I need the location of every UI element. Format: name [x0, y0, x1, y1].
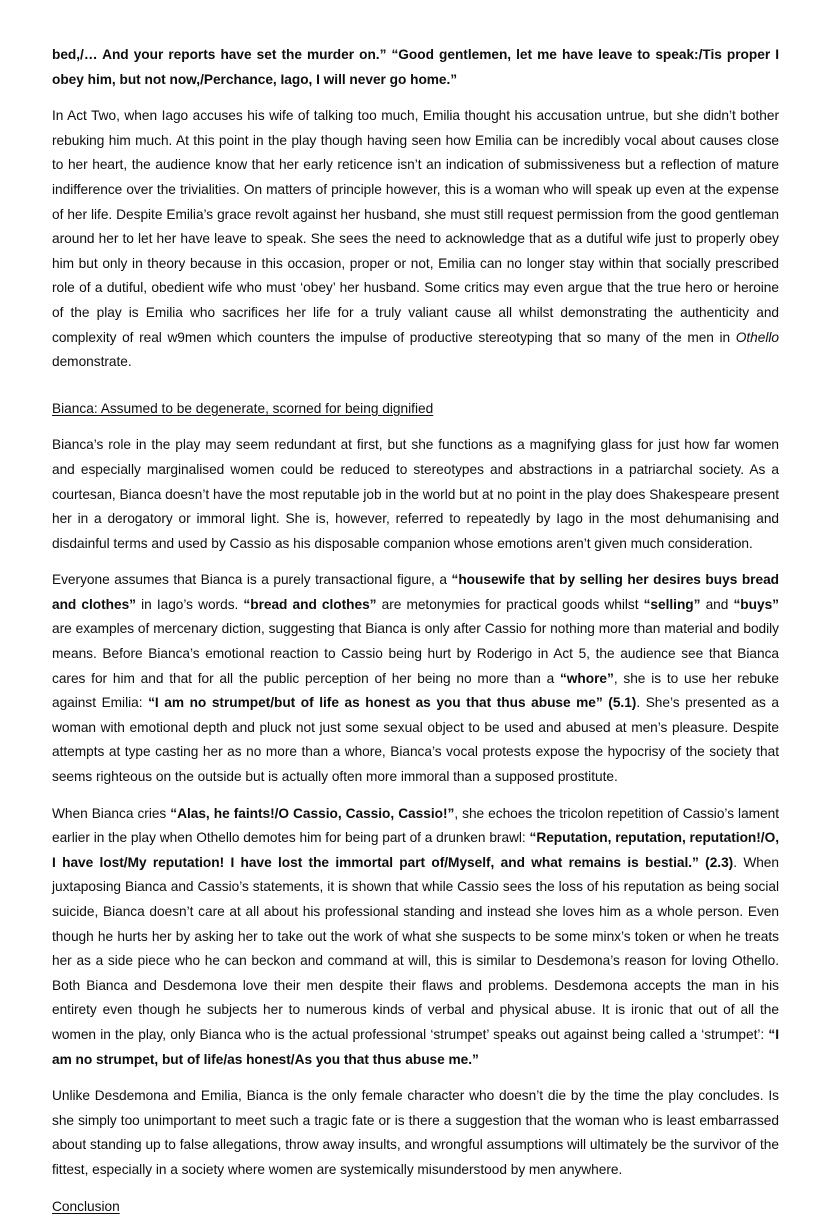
- tricolon-segment-1: When Bianca cries: [52, 805, 171, 821]
- emilia-paragraph-part-one: In Act Two, when Iago accuses his wife of talking too much, Emilia thought his accusation untrue, but she didn’t bother rebuking him much. At this point in the play though having seen how Emilia can be incredibly vocal about causes close to her heart, the audience know that her early reticence isn’t an indication of submissiveness but a reflection of mature indifference over the trivialities. On matters of principle however, this is a woman who will speak up even at the expense of her life. Despite Emilia’s grace revolt against her husband, she must still request permission from the good gentleman around her to let her have leave to speak. She sees the need to acknowledge that as a dutiful wife just to properly obey him but only in theory because in this occasion, proper or not, Emilia can no longer stay within that socially prescribed role of a dutiful, obedient wife who must ‘obey’ her husband. Some critics may even argue that the true hero or heroine of the play is Emilia who sacrifices her life for a truly valiant cause all whilst demonstrating the authenticity and complexity of real w9men which counters the impulse of productive stereotyping that so many of the men in: [52, 108, 779, 345]
- conclusion-section-heading: [52, 1195, 779, 1220]
- section-spacer: [52, 387, 779, 397]
- transactional-segment-7: . She’s presented as a woman with emotional depth and pluck not just some sexual object to be used and abused at men’s pleasure. Despite attempts at type casting her as no more than a whore, Bianca’s vocal protests expose the hypocrisy of the society that seems righteous on the outside but is actually often more immoral than a supposed prostitute.: [52, 695, 780, 785]
- quote-selling: “selling”: [643, 596, 701, 612]
- quote-whore: “whore”: [559, 670, 614, 686]
- survivor-paragraph-text: Unlike Desdemona and Emilia, Bianca is the only female character who doesn’t die by the time the play concludes. Is she simply too unimportant to meet such a tragic fate or is there a suggestion that the woman who is least embarrassed about standing up to false allegations, throw away insults, and wrongful assumptions will ultimately be the survivor of the fittest, especially in a society where women are systemically misunderstood by men anywhere.: [52, 1088, 779, 1177]
- quote-buys: “buys”: [733, 596, 779, 612]
- transactional-figure-paragraph: [52, 568, 779, 789]
- document-body: [52, 43, 779, 1231]
- tricolon-segment-3: . When juxtaposing Bianca and Cassio’s statements, it is shown that while Cassio sees the loss of his reputation as being social suicide, Bianca doesn’t care at all about his professional standing and instead she loves him as a whole person. Even though he hurts her by asking her to take out the work of what she suspects to be some minx’s token or when he treats her as a side piece who he can beckon and command at will, this is similar to Desdemona’s reason for loving Othello. Both Bianca and Desdemona love their men despite their flaws and problems. Desdemona accepts the man in his entirety even though he subjects her to numerous kinds of verbal and physical abuse. It is ironic that out of all the women in the play, only Bianca who is the actual professional ‘strumpet’ speaks out against being called a ‘strumpet’:: [52, 854, 779, 1042]
- transactional-segment-2: in Iago’s words.: [136, 596, 244, 612]
- bianca-introduction-text: Bianca’s role in the play may seem redundant at first, but she functions as a magnifying glass for just how far women and especially marginalised women could be reduced to stereotypes and abstractions in a patriarchal society. As a courtesan, Bianca doesn’t have the most reputable job in the world but at no point in the play does Shakespeare present her in a derogatory or immoral light. She is, however, referred to repeatedly by Iago in the most dehumanising and disdainful terms and used by Cassio as his disposable companion whose emotions aren’t given much consideration.: [52, 437, 779, 551]
- quote-bread-and-clothes: “bread and clothes”: [243, 596, 377, 612]
- quote-alas-he-faints: “Alas, he faints!/O Cassio, Cassio, Cassio!”: [170, 805, 455, 821]
- tricolon-segment-2: , she echoes the tricolon repetition of Cassio’s lament earlier in the play when Othello demotes him for being part of a drunken brawl:: [52, 805, 780, 846]
- quotation-block-paragraph: [52, 43, 779, 92]
- bianca-section-heading: [52, 397, 779, 422]
- transactional-segment-3: are metonymies for practical goods whilst: [376, 596, 644, 612]
- conclusion-heading-text: Conclusion: [52, 1198, 120, 1214]
- quote-housewife-selling-desires: “housewife that by selling her desires buys bread and clothes”: [52, 572, 779, 612]
- quote-no-strumpet-but-of-life: “I am no strumpet, but of life/as honest/As you that thus abuse me.”: [52, 1026, 779, 1067]
- bianca-introduction-paragraph: [52, 433, 779, 556]
- quote-reputation-two-three: “Reputation, reputation, reputation!/O, I have lost/My reputation! I have lost the immortal part of/Myself, and what remains is bestial.” (2.3): [52, 830, 779, 870]
- tricolon-repetition-paragraph: [52, 802, 779, 1073]
- play-title-othello: Othello: [735, 329, 779, 345]
- transactional-segment-4: and: [700, 596, 734, 612]
- quotation-block-text: bed,/… And your reports have set the murder on.” “Good gentlemen, let me have leave to speak:/Tis proper I obey him, but not now,/Perchance, Iago, I will never go home.”: [52, 47, 779, 87]
- quote-no-strumpet-five-one: “I am no strumpet/but of life as honest as you that thus abuse me” (5.1): [148, 695, 637, 711]
- transactional-segment-6: , she is to use her rebuke against Emilia:: [52, 670, 780, 711]
- emilia-analysis-paragraph: [52, 104, 779, 375]
- emilia-paragraph-part-two: demonstrate.: [52, 354, 132, 370]
- survivor-of-the-fittest-paragraph: [52, 1084, 779, 1182]
- bianca-section-heading-text: Bianca: Assumed to be degenerate, scorned for being dignified: [52, 400, 434, 416]
- transactional-segment-1: Everyone assumes that Bianca is a purely transactional figure, a: [52, 572, 452, 588]
- transactional-segment-5: are examples of mercenary diction, suggesting that Bianca is only after Cassio for nothing more than material and bodily means. Before Bianca’s emotional reaction to Cassio being hurt by Roderigo in Act 5, the audience see that Bianca cares for him and that for all the public perception of her being no more than a: [52, 621, 779, 686]
